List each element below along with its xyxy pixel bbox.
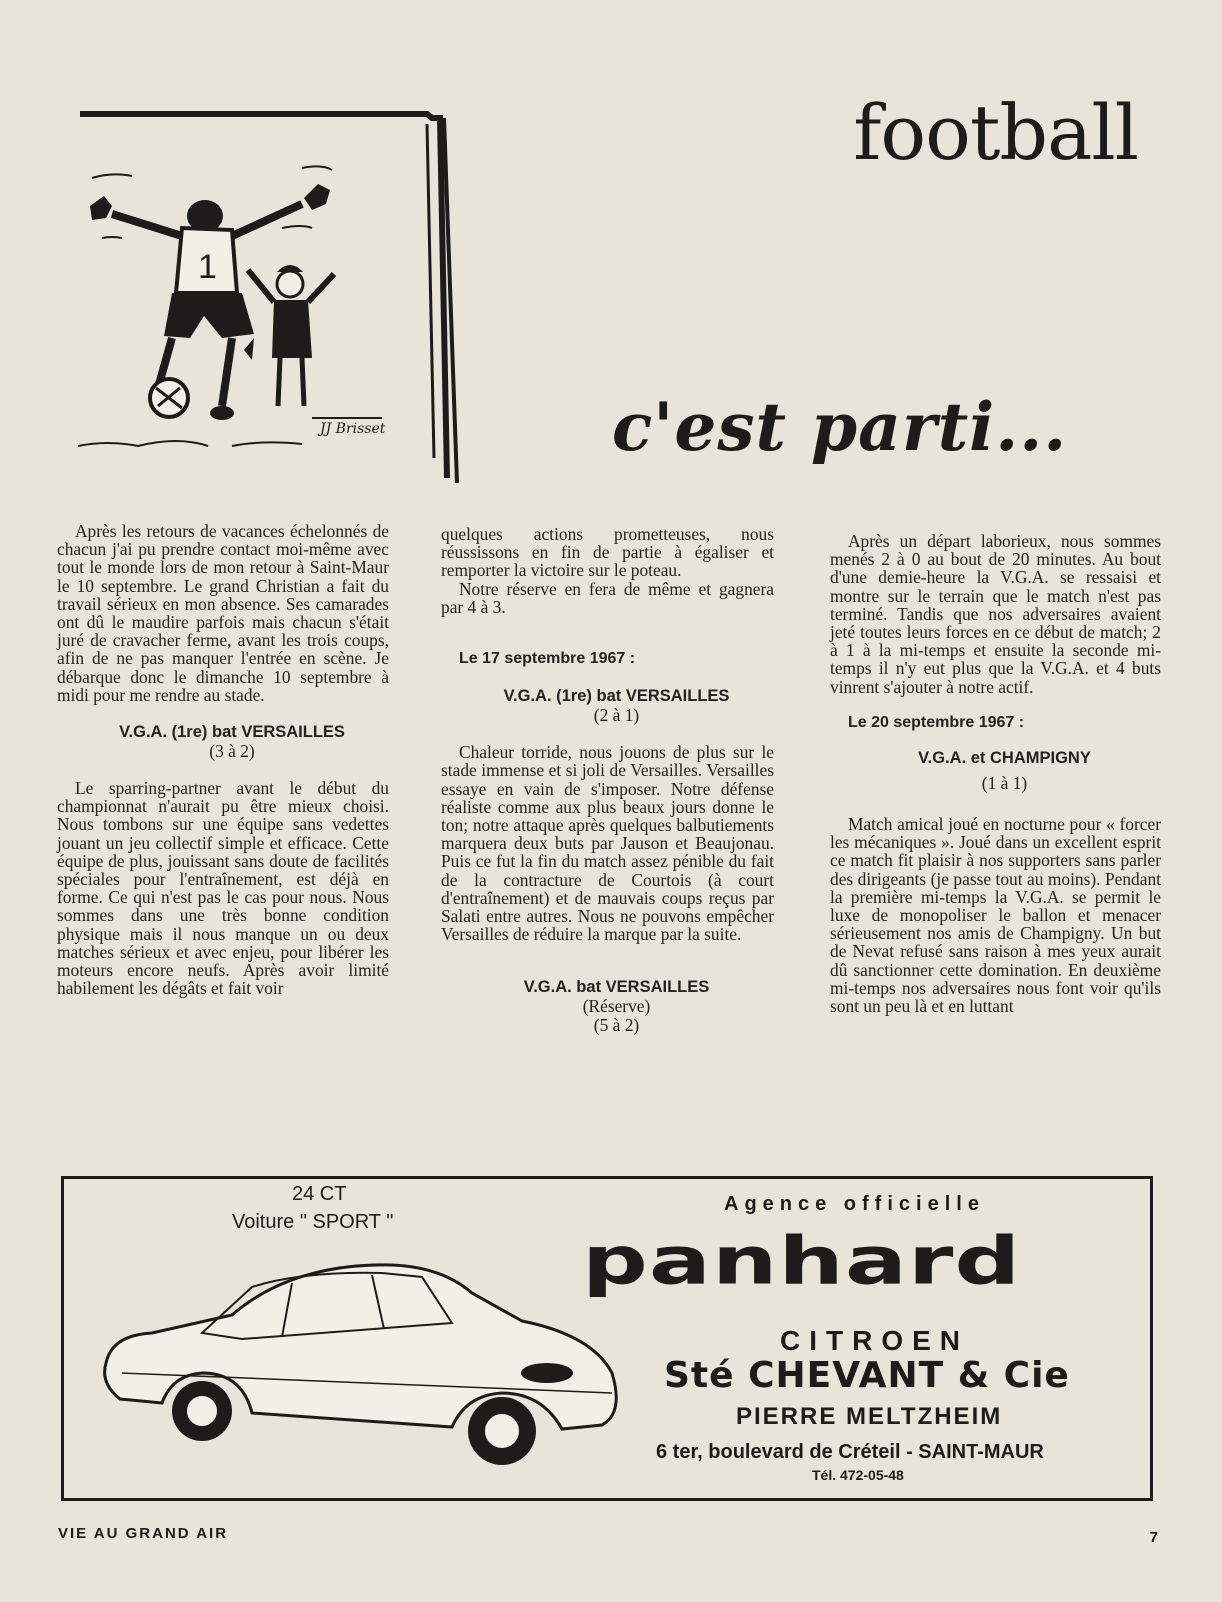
match-subtitle: (Réserve) [582, 996, 651, 1017]
match-score: (5 à 2) [593, 1015, 640, 1036]
panhard-advertisement [61, 1176, 1153, 1501]
match-title: V.G.A. et CHAMPIGNY [918, 749, 1091, 768]
ad-citroen-label: CITROEN [780, 1325, 969, 1356]
match-date: Le 20 septembre 1967 : [848, 713, 1025, 731]
car-illustration [92, 1243, 632, 1483]
ad-model: 24 CT [292, 1183, 347, 1205]
ad-brand-logo: panhard [582, 1222, 1022, 1300]
page-number: 7 [1149, 1529, 1158, 1546]
paragraph: Après un départ laborieux, nous sommes menés 2 à 0 au bout de 20 minutes. Au bout d'une demie-heure la V.G.A. se ressaisi et montre sur le terrain que le match n'est pas terminé. Tandis que nos adversaires avaient jeté toutes leurs forces en ce début de match; 2 à 1 à la mi-temps et ensuite la seconde mi-temps il n'y eut plus que la V.G.A. et 4 buts vinrent s'ajouter à notre actif. [830, 531, 1161, 697]
illustration-signature: JJ Brisset [320, 421, 386, 437]
match-score: (2 à 1) [593, 705, 640, 726]
page-title: football [853, 88, 1138, 177]
paragraph: Le sparring-partner avant le début du championnat n'aurait pu être mieux choisi. Nous tombons sur une équipe sans vedettes jouant un jeu collectif simple et efficace. Cette équipe de plus, jouissant sans doute de facilités spéciales pour l'entraînement, est déjà en forme. Ce qui n'est pas le cas pour nous. Nous sommes dans une très bonne condition physique mais il nous manque un ou deux matches sérieux et avec enjeu, pour libérer les moteurs encore neufs. Après avoir limité habilement les dégâts et fait voir [57, 778, 389, 999]
ad-agency-label: Agence officielle [724, 1193, 985, 1215]
page-subtitle: c'est parti... [612, 388, 1068, 466]
magazine-name: VIE AU GRAND AIR [58, 1525, 229, 1542]
match-score: (3 à 2) [209, 741, 255, 762]
svg-text:1: 1 [198, 248, 217, 286]
ad-person-name: PIERRE MELTZHEIM [736, 1403, 1003, 1430]
article-column-2 [441, 525, 774, 1035]
goalkeeper-illustration [72, 88, 472, 488]
ad-company-name: Sté CHEVANT & Cie [664, 1355, 1070, 1396]
paragraph: quelques actions prometteuses, nous réussissons en fin de partie à égaliser et remporter la victoire sur le poteau. [441, 524, 774, 581]
match-date: Le 17 septembre 1967 : [459, 650, 636, 668]
paragraph: Notre réserve en fera de même et gagnera par 4 à 3. [441, 578, 774, 617]
match-score: (1 à 1) [981, 773, 1028, 794]
paragraph: Chaleur torride, nous jouons de plus sur le stade immense et si joli de Versailles. Versailles essaye en vain de s'imposer. Notre défense réaliste comme aux plus beaux jours donne le ton; notre attaque après quelques balbutiements marquera deux buts par Jauson et Beaujonau. Puis ce fut la fin du match assez pénible du fait de la contracture de Courtois (à court d'entraînement) et de mauvais coups reçus par Salati entre autres. Nous ne pouvons empêcher Versailles de réduire la marque par la suite. [441, 742, 774, 945]
match-title: V.G.A. (1re) bat VERSAILLES [119, 723, 345, 742]
ad-address: 6 ter, boulevard de Créteil - SAINT-MAUR [656, 1441, 1044, 1463]
paragraph: Après les retours de vacances échelonnés de chacun j'ai pu prendre contact moi-même avec tout le monde lors de mon retour à Saint-Maur le 10 septembre. Le grand Christian a fait du travail sérieux en mon absence. Ses camarades ont dû le maudire parfois mais chacun s'était juré de cravacher ferme, avant les trois coups, afin de ne pas manquer l'entrée en scène. Je débarque donc le dimanche 10 septembre à midi pour me rendre au stade. [57, 521, 389, 705]
paragraph: Match amical joué en nocturne pour « forcer les mécaniques ». Joué dans un excellent esprit ce match fit plaisir à nos supporters sans parler des dirigeants (je passe tout au moins). Pendant la première mi-temps la V.G.A. se permit le luxe de monopoliser le ballon et menacer sérieusement nos amis de Champigny. Un but de Nevat refusé sans raison à mes yeux aurait dû sanctionner cette domination. En deuxième mi-temps nos adversaires nous font voir qu'ils sont un peu là et en luttant [830, 814, 1161, 1017]
ad-phone: Tél. 472-05-48 [812, 1467, 904, 1483]
article-column-3 [830, 532, 1161, 1015]
match-title: V.G.A. (1re) bat VERSAILLES [503, 687, 730, 706]
ad-model-type: Voiture " SPORT " [232, 1211, 394, 1233]
article-column-1 [57, 522, 389, 997]
match-title: V.G.A. bat VERSAILLES [523, 978, 710, 997]
